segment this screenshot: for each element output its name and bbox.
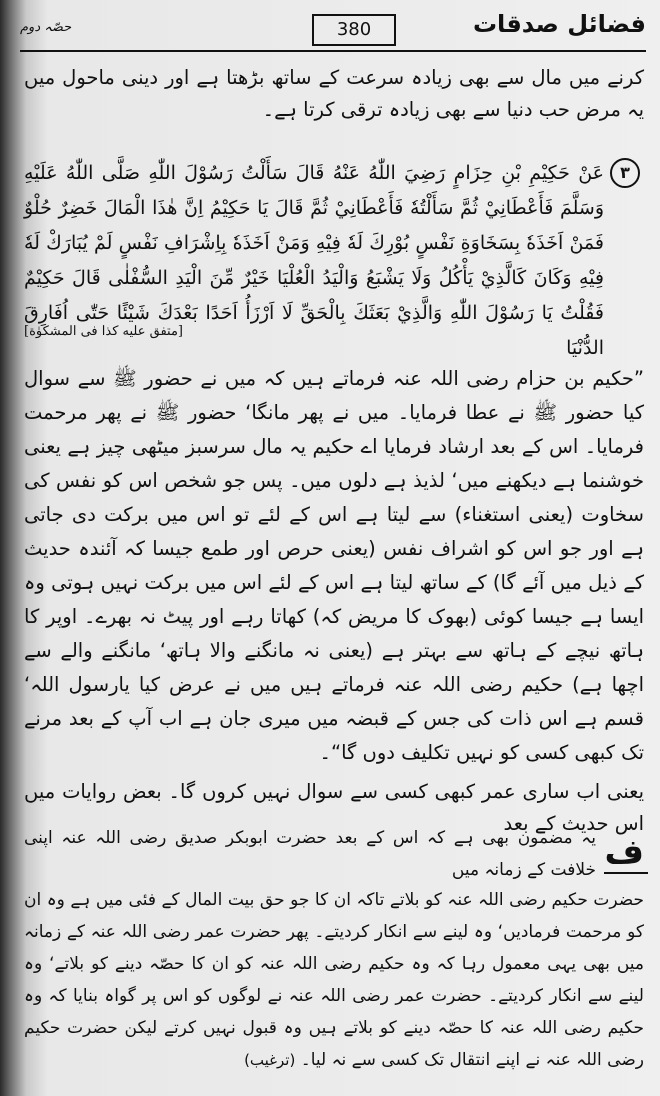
note-paragraph [24,884,644,1076]
translation-paragraph [24,362,644,770]
fa-note-marker: ف [604,832,644,872]
page-number: 380 [312,14,396,46]
note-body-text [24,884,644,1076]
fa-underline [604,872,648,874]
book-title: فضائل صدقات [472,10,646,38]
hadith-arabic-text: عَنْ حَكِيْمِ بْنِ حِزَامٍ رَضِيَ اللّٰهُ عَنْهُ قَالَ سَأَلْتُ رَسُوْلَ اللّٰهِ صَلَّى اللّٰهُ عَلَيْهِ وَسَلَّمَ فَأَعْطَانِيْ ثُمَّ سَأَلْتُهٗ فَأَعْطَانِيْ ثُمَّ قَالَ يَا حَكِيْمُ اِنَّ هٰذَا الْمَالَ خَضِرٌ حُلْوٌ فَمَنْ اَخَذَهٗ بِسَخَاوَةِ نَفْسٍ بُوْرِكَ لَهٗ فِيْهِ وَمَنْ اَخَذَهٗ بِاِشْرَافِ نَفْسٍ لَمْ يُبَارَكْ لَهٗ فِيْهِ وَكَانَ كَالَّذِيْ يَأْكُلُ وَلَا يَشْبَعُ وَالْيَدُ الْعُلْيَا خَيْرٌ مِّنَ الْيَدِ السُّفْلٰى قَالَ حَكِيْمٌ فَقُلْتُ يَا رَسُوْلَ اللّٰهِ وَالَّذِيْ بَعَثَكَ بِالْحَقِّ لَا اَرْزَأُ اَحَدًا بَعْدَكَ شَيْئًا حَتّٰى اُفَارِقَ الدُّنْيَا [24,162,604,359]
note-first-text: یہ مضمون بھی ہے کہ اس کے بعد حضرت ابوبکر صدیق رضی اللہ عنہ اپنی خلافت کے زمانہ میں [24,828,596,880]
note-lead-text: یعنی اب ساری عمر کبھی کسی سے سوال نہیں کروں گا۔ بعض روایات میں اس حدیث کے بعد [24,780,644,835]
page-header [20,8,646,48]
intro-paragraph [24,62,644,126]
note-reference: (ترغیب) [244,1051,296,1069]
hadith-source: [متفق عليه كذا فى المشكوٰة] [24,324,183,339]
translation-text: ”حکیم بن حزام رضی اللہ عنہ فرماتے ہیں کہ میں نے حضور ﷺ سے سوال کیا حضور ﷺ نے عطا فرمایا۔ میں نے پھر مانگا‘ حضور ﷺ نے پھر مرحمت فرمایا۔ اس کے بعد ارشاد فرمایا اے حکیم یہ مال سرسبز میٹھی چیز ہے یعنی خوشنما ہے دیکھنے میں‘ لذیذ ہے دلوں میں۔ پس جو شخص اس کو نفس کی سخاوت (یعنی استغناء) سے لیتا ہے اس کے لئے تو اس میں برکت دی جاتی ہے اور جو اس کو اشراف نفس (یعنی حرص اور طمع جیسا کہ آئندہ حدیث کے ذیل میں آئے گا) کے ساتھ لیتا ہے اس کے لئے اس میں برکت نہیں ہوتی وہ ایسا ہے جیسا کوئی (بھوک کا مریض کہ) کھاتا رہے اور پیٹ نہ بھرے۔ اوپر کا ہاتھ نیچے کے ہاتھ سے بہتر ہے (یعنی نہ مانگنے والا ہاتھ‘ مانگنے والے سے اچھا ہے) حکیم رضی اللہ عنہ فرماتے ہیں میں نے عرض کیا یارسول اللہ‘ قسم ہے اس ذات کی جس کے قبضہ میں میری جان ہے اب آپ کے بعد مرنے تک کبھی کسی کو نہیں تکلیف دوں گا“۔ [24,367,645,764]
note-first-line [24,822,596,886]
note-rest-text: حضرت حکیم رضی اللہ عنہ کو بلاتے تاکہ ان کا جو حق بیت المال کے فئی میں ہے وہ ان کو مرحمت فرمادیں‘ وہ لینے سے انکار کردیتے۔ پھر حضرت عمر رضی اللہ عنہ کے زمانہ میں بھی یہی معمول رہا کہ وہ حکیم رضی اللہ عنہ کو ان کا حصّہ دینے کو بلاتے‘ وہ لینے سے انکار کردیتے۔ حضرت عمر رضی اللہ عنہ نے لوگوں کو اس پر گواہ بنایا کہ وہ حکیم رضی اللہ عنہ کا حصّہ دینے کو بلاتے ہیں وہ قبول نہیں کرتے لیکن حضرت حکیم رضی اللہ عنہ نے اپنے انتقال تک کسی سے نہ لیا۔ [24,890,644,1070]
volume-label: حصّہ دوم [20,20,72,35]
header-divider [20,50,646,52]
hadith-number: ٣ [610,158,640,188]
intro-text: کرنے میں مال سے بھی زیادہ سرعت کے ساتھ بڑھتا ہے اور دینی ماحول میں یہ مرض حب دنیا سے بھی زیادہ ترقی کرتا ہے۔ [24,66,644,121]
